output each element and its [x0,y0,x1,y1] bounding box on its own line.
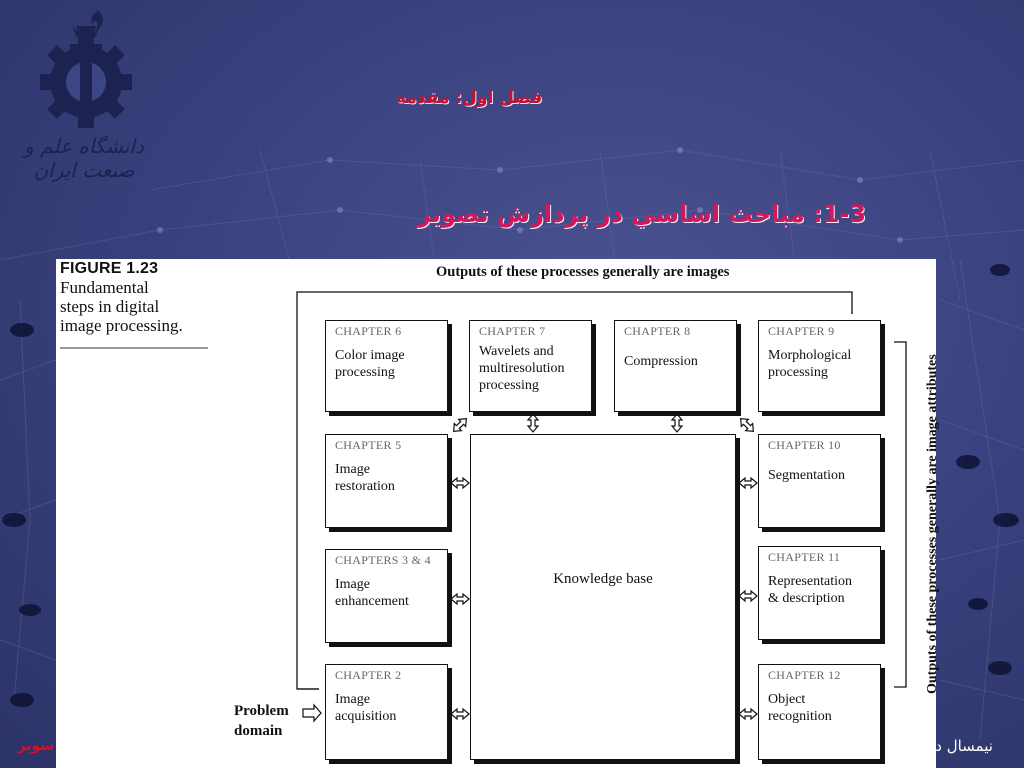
box-title [335,691,438,725]
title-line: processing [479,378,539,393]
chapter-label: CHAPTER 7 [479,324,546,338]
knowledge-base-box [470,434,736,760]
arrow-kb-ch10 [739,478,757,488]
title-line: restoration [335,479,395,494]
arrow-kb-ch12 [739,709,757,719]
title-line: Compression [624,354,698,369]
title-line: Segmentation [768,468,845,483]
chapter-title: فصل اول: مقدمه [396,88,543,108]
title-line: Image [335,692,370,707]
title-line: multiresolution [479,361,565,376]
box-title [624,353,727,370]
arrow-problem-domain [303,705,321,721]
figure-number: FIGURE 1.23 [60,260,159,277]
title-line: Representation [768,574,852,589]
box-title [768,347,871,381]
box-chapter-9 [758,320,881,412]
box-chapter-8 [614,320,737,412]
box-chapter-5 [325,434,448,528]
chapter-label: CHAPTER 12 [768,668,841,682]
problem-line-2: domain [234,723,283,739]
arrow-ch5-kb [451,478,469,488]
side-outputs-label: Outputs of these processes generally are image attributes [925,354,940,694]
chapter-label: CHAPTER 6 [335,324,402,338]
box-chapter-6 [325,320,448,412]
chapter-label: CHAPTER 10 [768,438,841,452]
caption-line-3: image processing. [60,316,183,335]
title-line: Image [335,462,370,477]
problem-domain-label [234,701,289,741]
arrow-ch7-kb [528,414,538,432]
knowledge-base-label: Knowledge base [553,571,653,587]
title-line: enhancement [335,594,409,609]
title-line: Color image [335,348,405,363]
title-line: Morphological [768,348,852,363]
box-title [479,343,582,394]
arrow-ch2-kb [451,709,469,719]
title-line: recognition [768,709,832,724]
title-line: Wavelets and [479,344,554,359]
logo-text: دانشگاه علم و صنعت ایران [24,134,144,182]
caption-line-1: Fundamental [60,278,149,297]
section-title: 1-3: مباحث اساسي در پردازش تصوير [416,200,866,228]
title-line: & description [768,591,845,606]
chapter-label: CHAPTER 11 [768,550,841,564]
box-chapter-11 [758,546,881,640]
box-chapter-7 [469,320,592,412]
chapter-label: CHAPTER 2 [335,668,402,682]
title-line: acquisition [335,709,397,724]
arrow-ch8-kb [672,414,682,432]
chapter-label: CHAPTER 8 [624,324,691,338]
arrow-ch6-kb [450,415,470,435]
chapter-label: CHAPTERS 3 & 4 [335,553,431,567]
title-line: processing [335,365,395,380]
title-line: processing [768,365,828,380]
box-chapter-10 [758,434,881,528]
top-outputs-label: Outputs of these processes generally are images [436,264,730,280]
arrow-kb-ch11 [739,591,757,601]
box-title [768,573,871,607]
footer-course-text: سوير [17,738,54,754]
figure-panel [56,259,940,768]
title-line: Image [335,577,370,592]
chapter-label: CHAPTER 5 [335,438,402,452]
arrow-ch9-kb [737,415,757,435]
box-title [768,691,871,725]
arrow-ch34-kb [451,594,469,604]
caption-line-2: steps in digital [60,297,160,316]
box-title [768,467,871,484]
footer-semester-text: نیمسال دو [928,737,993,755]
box-chapters-3-4 [325,549,448,643]
box-chapter-12 [758,664,881,760]
right-bracket-line [894,342,906,687]
title-line: Object [768,692,806,707]
box-chapter-2 [325,664,448,760]
chapter-label: CHAPTER 9 [768,324,835,338]
box-title [335,347,438,381]
box-title [335,576,438,610]
box-title [335,461,438,495]
problem-line-1: Problem [234,703,289,719]
